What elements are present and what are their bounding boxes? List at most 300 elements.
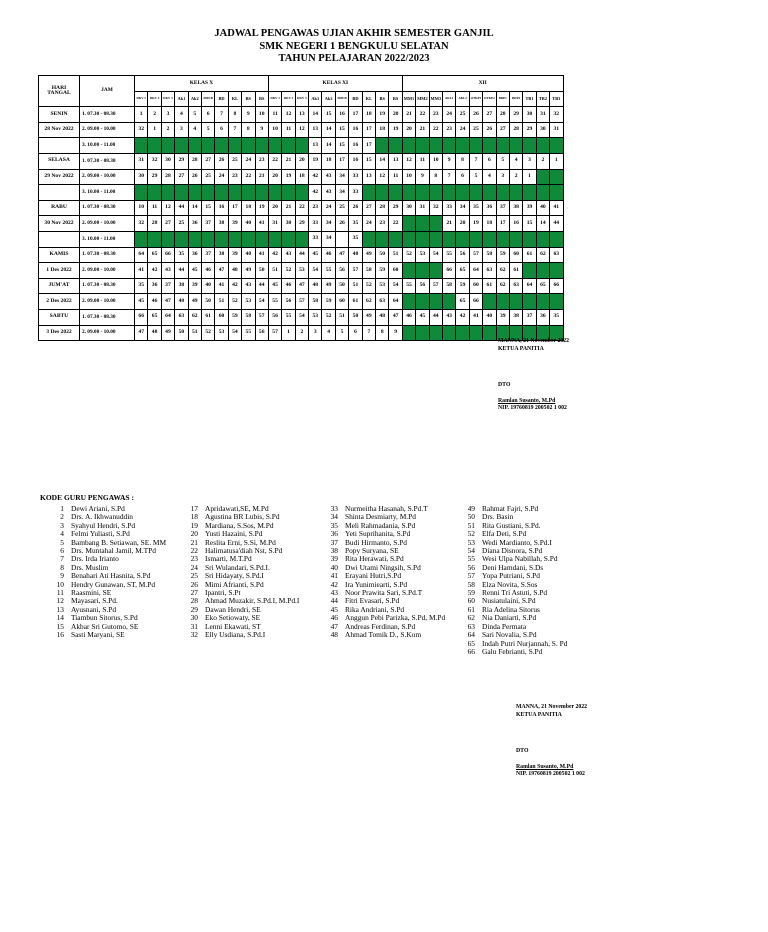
class-subheader: OTKP1	[469, 91, 482, 107]
teacher-code-cell: 23	[376, 216, 389, 232]
teacher-code: 6	[60, 546, 64, 556]
teacher-code-cell: 6	[456, 169, 469, 185]
class-subheader: DKV 2	[148, 91, 161, 107]
teacher-name: Renni Tri Astuti, S.Pd	[482, 588, 548, 598]
teacher-name: Indah Putri Nurjannah, S. Pd	[482, 638, 568, 648]
green-empty-cell	[509, 231, 522, 247]
teacher-code-cell: 43	[322, 185, 335, 201]
teacher-code-cell: 42	[268, 247, 281, 263]
teacher-code-cell: 53	[376, 278, 389, 294]
teacher-code-cell: 61	[349, 294, 362, 310]
teacher-code-cell: 18	[362, 107, 375, 123]
day-blank	[39, 231, 80, 247]
teacher-code-cell: 47	[215, 263, 228, 279]
teacher-code-cell: 35	[349, 216, 362, 232]
teacher-name: Sasti Maryani, SE	[71, 630, 125, 640]
teacher-code-cell: 16	[349, 122, 362, 138]
teacher-code-cell: 56	[255, 325, 268, 341]
teacher-code-cell: 20	[456, 216, 469, 232]
teacher-code-cell: 31	[135, 153, 148, 169]
teacher-code-cell: 34	[322, 231, 335, 247]
teacher-code-cell: 43	[282, 247, 295, 263]
teacher-code-cell: 26	[469, 107, 482, 123]
teacher-code-cell: 60	[215, 309, 228, 325]
teacher-code: 62	[467, 613, 475, 623]
green-empty-cell	[161, 231, 174, 247]
teacher-code-cell: 19	[255, 200, 268, 216]
session-time: 1. 07.30 - 08.30	[80, 247, 135, 263]
day-date: 2 Des 2022	[39, 294, 80, 310]
teacher-code-cell: 65	[148, 309, 161, 325]
green-empty-cell	[416, 231, 429, 247]
teacher-code-cell: 40	[242, 247, 255, 263]
teacher-code-cell: 30	[523, 107, 536, 123]
green-empty-cell	[456, 325, 469, 341]
table-row	[39, 122, 564, 138]
signature-dto: DTO	[498, 382, 511, 388]
teacher-code-cell: 36	[188, 247, 201, 263]
class-subheader: KL	[362, 91, 375, 107]
table-row	[39, 309, 564, 325]
green-empty-cell	[148, 138, 161, 154]
teacher-code-cell: 35	[550, 309, 563, 325]
teacher-code-cell: 38	[175, 278, 188, 294]
teacher-code-cell: 46	[322, 247, 335, 263]
teacher-code-cell: 7	[362, 325, 375, 341]
class-subheader: BS	[242, 91, 255, 107]
teacher-code-cell: 47	[161, 294, 174, 310]
class-subheader: TB1	[523, 91, 536, 107]
teacher-code-cell: 41	[550, 200, 563, 216]
green-empty-cell	[416, 325, 429, 341]
teacher-code: 63	[467, 621, 475, 631]
teacher-code-cell: 13	[389, 153, 402, 169]
class-subheader: Ak1	[175, 91, 188, 107]
teacher-name: Elza Novita, S.Sos	[482, 579, 538, 589]
teacher-code-cell: 49	[322, 278, 335, 294]
teacher-code-cell: 47	[135, 325, 148, 341]
green-empty-cell	[469, 185, 482, 201]
teacher-name: Rita Herawati, S.Pd	[345, 554, 404, 564]
session-time: 1. 07.30 - 08.30	[80, 200, 135, 216]
class-group-header: KELAS XI	[268, 76, 402, 92]
teacher-code-cell: 15	[322, 107, 335, 123]
teacher-code-cell: 19	[282, 169, 295, 185]
schedule-table	[38, 75, 564, 341]
teacher-code-cell: 26	[335, 216, 348, 232]
green-empty-cell	[442, 231, 455, 247]
teacher-code-cell: 64	[469, 263, 482, 279]
teacher-name: Mimi Afrianti, S.Pd	[205, 579, 264, 589]
teacher-code-cell: 52	[201, 325, 214, 341]
tangal-header: TANGAL	[47, 90, 71, 97]
teacher-code-cell: 29	[389, 200, 402, 216]
teacher-code-cell: 10	[429, 153, 442, 169]
table-row	[39, 231, 564, 247]
green-empty-cell	[550, 263, 563, 279]
teacher-code: 50	[467, 512, 475, 522]
green-empty-cell	[483, 231, 496, 247]
green-empty-cell	[429, 216, 442, 232]
green-empty-cell	[550, 169, 563, 185]
teacher-code: 33	[330, 504, 338, 513]
teacher-code-cell: 43	[322, 169, 335, 185]
teacher-code-cell: 28	[161, 169, 174, 185]
green-empty-cell	[469, 138, 482, 154]
teacher-code-cell: 51	[349, 278, 362, 294]
teacher-code: 19	[190, 520, 198, 530]
teacher-code: 16	[56, 630, 64, 640]
teacher-code-cell: 45	[309, 247, 322, 263]
teacher-name: Ayusnani, S.Pd	[71, 604, 117, 614]
teacher-code-cell: 24	[456, 122, 469, 138]
teacher-code-cell: 10	[135, 200, 148, 216]
green-empty-cell	[442, 138, 455, 154]
green-empty-cell	[402, 263, 415, 279]
teacher-name: Ahmad Tomik D., S.Kom	[345, 630, 422, 640]
teacher-code-cell: 20	[389, 107, 402, 123]
teacher-code-cell: 52	[322, 309, 335, 325]
teacher-code-cell: 17	[362, 138, 375, 154]
green-empty-cell	[161, 185, 174, 201]
teacher-code-cell: 54	[389, 278, 402, 294]
teacher-code-cell: 12	[295, 122, 308, 138]
green-empty-cell	[402, 294, 415, 310]
teacher-code-cell: 61	[201, 309, 214, 325]
teacher-code-cell: 62	[188, 309, 201, 325]
teacher-name: Meli Rahmadania, S.Pd	[345, 520, 416, 530]
teacher-code-cell: 4	[322, 325, 335, 341]
teacher-code-cell: 33	[309, 231, 322, 247]
teacher-code-cell: 14	[536, 216, 549, 232]
teacher-code: 42	[330, 579, 338, 589]
class-subheader: MM1	[402, 91, 415, 107]
teacher-code: 46	[330, 613, 338, 623]
teacher-code-cell: 32	[135, 122, 148, 138]
teacher-name: Eko Setiowaty, SE	[205, 613, 261, 623]
teacher-code-cell: 21	[402, 107, 415, 123]
teacher-code-cell: 8	[429, 169, 442, 185]
table-row	[39, 185, 564, 201]
green-empty-cell	[161, 138, 174, 154]
teacher-name: Fitri Evasari, S.Pd	[345, 596, 400, 606]
teacher-code-cell: 35	[349, 231, 362, 247]
class-subheader: Ak2	[188, 91, 201, 107]
teacher-name: Ira Yunimiearti, S.Pd	[345, 579, 408, 589]
teacher-code-cell: 9	[255, 122, 268, 138]
green-empty-cell	[282, 138, 295, 154]
green-empty-cell	[456, 231, 469, 247]
teacher-code-cell: 10	[402, 169, 415, 185]
teacher-code-cell: 48	[228, 263, 241, 279]
day-blank	[39, 185, 80, 201]
teacher-code-cell: 34	[456, 200, 469, 216]
teacher-code-cell: 13	[309, 138, 322, 154]
teacher-code-cell: 23	[442, 122, 455, 138]
teacher-column	[318, 505, 445, 640]
teacher-code: 56	[467, 562, 475, 572]
teacher-name: Sri Hidayaty, S.Pd.I	[205, 571, 264, 581]
green-empty-cell	[416, 216, 429, 232]
teacher-code: 17	[190, 504, 198, 513]
teacher-code-cell: 39	[188, 278, 201, 294]
teacher-code-cell: 11	[148, 200, 161, 216]
teacher-name: Nia Daniarti, S.Pd	[482, 613, 537, 623]
teacher-code-cell: 48	[309, 278, 322, 294]
day-name: KAMIS	[39, 247, 80, 263]
teacher-code-cell: 15	[335, 122, 348, 138]
signature-name: Ramlan Susanto, M.Pd	[498, 397, 556, 404]
teacher-name: Rita Gustiani, S.Pd.	[482, 520, 541, 530]
teacher-code-cell: 17	[349, 107, 362, 123]
teacher-code-cell: 37	[161, 278, 174, 294]
class-subheader: OTKP2	[483, 91, 496, 107]
teacher-code-cell: 14	[322, 122, 335, 138]
teacher-code: 7	[60, 554, 64, 564]
teacher-code-cell: 38	[215, 216, 228, 232]
teacher-name: Shinta Desmiarty, M.Pd	[345, 512, 416, 522]
green-empty-cell	[402, 185, 415, 201]
teacher-code-cell: 46	[282, 278, 295, 294]
teacher-code: 22	[190, 546, 198, 556]
teacher-code-cell: 1	[523, 169, 536, 185]
day-name: RABU	[39, 200, 80, 216]
table-row	[39, 247, 564, 263]
green-empty-cell	[282, 231, 295, 247]
teacher-code: 45	[330, 604, 338, 614]
teacher-code-cell: 62	[496, 263, 509, 279]
teacher-code-cell: 19	[309, 153, 322, 169]
teacher-code-cell: 20	[295, 153, 308, 169]
teacher-code-cell: 58	[442, 278, 455, 294]
teacher-code-cell: 31	[416, 200, 429, 216]
teacher-code-cell: 12	[161, 200, 174, 216]
teacher-code-cell: 42	[148, 263, 161, 279]
teacher-code-cell: 55	[268, 294, 281, 310]
kode-guru-title: KODE GURU PENGAWAS :	[40, 493, 134, 502]
teacher-code-cell: 45	[188, 263, 201, 279]
signature-place-date: MANNA, 21 November 2022	[498, 338, 570, 344]
teacher-code: 8	[60, 562, 64, 572]
class-subheader: TB2	[536, 91, 549, 107]
teacher-code-cell: 51	[389, 247, 402, 263]
teacher-code-cell: 42	[456, 309, 469, 325]
teacher-code-cell: 51	[215, 294, 228, 310]
teacher-code-cell: 52	[362, 278, 375, 294]
teacher-code-cell: 28	[496, 107, 509, 123]
teacher-code: 18	[190, 512, 198, 522]
class-subheader: AKL2	[456, 91, 469, 107]
table-row	[39, 216, 564, 232]
teacher-name: Drs. Muslim	[71, 562, 109, 572]
teacher-name: Drs. Muntahal Jamil, M.TPd	[71, 546, 156, 556]
teacher-code-cell: 56	[416, 278, 429, 294]
teacher-code: 57	[467, 571, 475, 581]
teacher-code: 40	[330, 562, 338, 572]
teacher-code-cell: 8	[376, 325, 389, 341]
teacher-code: 37	[330, 537, 338, 547]
teacher-code-cell: 22	[429, 122, 442, 138]
teacher-code-cell: 20	[402, 122, 415, 138]
teacher-code: 39	[330, 554, 338, 564]
teacher-code: 51	[467, 520, 475, 530]
teacher-code-cell: 24	[322, 200, 335, 216]
teacher-code-cell: 43	[442, 309, 455, 325]
class-subheader: DKV 2	[282, 91, 295, 107]
teacher-code-cell: 6	[201, 107, 214, 123]
teacher-code-cell: 65	[536, 278, 549, 294]
session-time: 3. 10.00 - 11.00	[80, 138, 135, 154]
teacher-code-cell: 46	[148, 294, 161, 310]
teacher-code-cell: 2	[148, 107, 161, 123]
green-empty-cell	[483, 138, 496, 154]
teacher-code-cell: 32	[148, 153, 161, 169]
table-row	[39, 153, 564, 169]
session-time: 2. 09.00 - 10.00	[80, 122, 135, 138]
day-date: 28 Nov 2022	[39, 122, 80, 138]
teacher-code: 43	[330, 588, 338, 598]
teacher-code-cell: 27	[175, 169, 188, 185]
day-name: SELASA	[39, 153, 80, 169]
teacher-name: Ismarti, M.T.Pd	[205, 554, 252, 564]
teacher-code-cell: 18	[322, 153, 335, 169]
teacher-name: Wesi Ulpa Nabillah, S.Pd	[482, 554, 558, 564]
green-empty-cell	[295, 231, 308, 247]
teacher-code-cell: 16	[509, 216, 522, 232]
green-empty-cell	[442, 325, 455, 341]
teacher-code-cell: 17	[228, 200, 241, 216]
teacher-code: 59	[467, 588, 475, 598]
teacher-code: 61	[467, 604, 475, 614]
teacher-code-cell: 23	[429, 107, 442, 123]
green-empty-cell	[496, 294, 509, 310]
green-empty-cell	[268, 231, 281, 247]
teacher-code-cell: 46	[201, 263, 214, 279]
session-time: 1. 07.30 - 08.30	[80, 153, 135, 169]
teacher-code-cell: 38	[215, 247, 228, 263]
teacher-name: Dawan Hendri, SE	[205, 604, 261, 614]
green-empty-cell	[376, 231, 389, 247]
teacher-code-cell: 40	[242, 216, 255, 232]
teacher-code-cell: 7	[228, 122, 241, 138]
green-empty-cell	[295, 185, 308, 201]
table-row	[39, 294, 564, 310]
session-time: 2. 09.00 - 10.00	[80, 294, 135, 310]
teacher-name: Yusti Hazaini, S.Pd	[205, 529, 263, 539]
teacher-code-cell: 21	[255, 169, 268, 185]
green-empty-cell	[402, 138, 415, 154]
green-empty-cell	[456, 185, 469, 201]
class-subheader: MPLB	[335, 91, 348, 107]
class-subheader: TB3	[550, 91, 563, 107]
teacher-code-cell: 63	[509, 278, 522, 294]
teacher-code: 58	[467, 579, 475, 589]
teacher-code-cell: 20	[268, 169, 281, 185]
teacher-column	[178, 505, 299, 640]
green-empty-cell	[523, 185, 536, 201]
teacher-code-cell: 63	[376, 294, 389, 310]
session-time: 1. 07.30 - 08.30	[80, 107, 135, 123]
teacher-code-cell: 57	[429, 278, 442, 294]
teacher-code-cell: 29	[148, 169, 161, 185]
teacher-code-cell: 13	[362, 169, 375, 185]
teacher-name: Dwi Utami Ningsih, S.Pd	[345, 562, 421, 572]
teacher-code-cell: 50	[335, 278, 348, 294]
teacher-code-cell: 28	[188, 153, 201, 169]
green-empty-cell	[201, 185, 214, 201]
teacher-code-cell: 16	[349, 138, 362, 154]
green-empty-cell	[416, 138, 429, 154]
teacher-code-cell: 9	[416, 169, 429, 185]
green-empty-cell	[483, 185, 496, 201]
teacher-code-cell: 54	[309, 263, 322, 279]
teacher-code-cell: 17	[335, 153, 348, 169]
green-empty-cell	[496, 138, 509, 154]
teacher-code-cell: 44	[295, 247, 308, 263]
teacher-code-cell: 52	[228, 294, 241, 310]
day-blank	[39, 138, 80, 154]
teacher-code: 49	[467, 504, 475, 513]
day-name: SENIN	[39, 107, 80, 123]
teacher-code-cell: 42	[309, 185, 322, 201]
teacher-code-cell: 54	[228, 325, 241, 341]
green-empty-cell	[416, 263, 429, 279]
teacher-code-cell: 27	[201, 153, 214, 169]
teacher-code-cell: 32	[429, 200, 442, 216]
green-empty-cell	[295, 138, 308, 154]
teacher-code-cell: 23	[228, 169, 241, 185]
teacher-name: Benahari Ati Hasnita, S.Pd	[71, 571, 151, 581]
teacher-name: Anggun Pebi Parizka, S.Pd, M.Pd	[345, 613, 446, 623]
teacher-code-cell: 10	[268, 122, 281, 138]
teacher-name: Nurmeitha Hasanah, S.Pd.T	[345, 504, 428, 513]
green-empty-cell	[536, 294, 549, 310]
teacher-name: Syahyul Hendri, S.Pd	[71, 520, 136, 530]
teacher-code-cell: 49	[188, 294, 201, 310]
green-empty-cell	[429, 138, 442, 154]
teacher-code-cell: 26	[215, 153, 228, 169]
green-empty-cell	[255, 138, 268, 154]
teacher-code-cell: 42	[309, 169, 322, 185]
hari-tanggal-header	[39, 76, 80, 107]
green-empty-cell	[148, 231, 161, 247]
teacher-code-cell: 19	[389, 122, 402, 138]
teacher-code-cell: 21	[416, 122, 429, 138]
teacher-code-cell: 63	[550, 247, 563, 263]
teacher-code-cell: 43	[161, 263, 174, 279]
teacher-code-cell: 3	[309, 325, 322, 341]
teacher-code-cell: 40	[536, 200, 549, 216]
teacher-code-cell: 59	[376, 263, 389, 279]
teacher-code-cell: 43	[242, 278, 255, 294]
teacher-code-cell: 52	[282, 263, 295, 279]
green-empty-cell	[135, 231, 148, 247]
green-empty-cell	[483, 325, 496, 341]
session-time: 2. 09.00 - 10.00	[80, 216, 135, 232]
teacher-column	[455, 505, 567, 656]
teacher-code-cell: 45	[135, 294, 148, 310]
teacher-code-cell: 49	[161, 325, 174, 341]
teacher-code-cell: 14	[188, 200, 201, 216]
table-row	[39, 200, 564, 216]
teacher-code-cell: 60	[335, 294, 348, 310]
teacher-code-cell: 24	[442, 107, 455, 123]
teacher-code-cell: 12	[402, 153, 415, 169]
teacher-code-cell: 26	[188, 169, 201, 185]
green-empty-cell	[416, 185, 429, 201]
teacher-code-cell: 66	[442, 263, 455, 279]
teacher-code-cell: 45	[268, 278, 281, 294]
